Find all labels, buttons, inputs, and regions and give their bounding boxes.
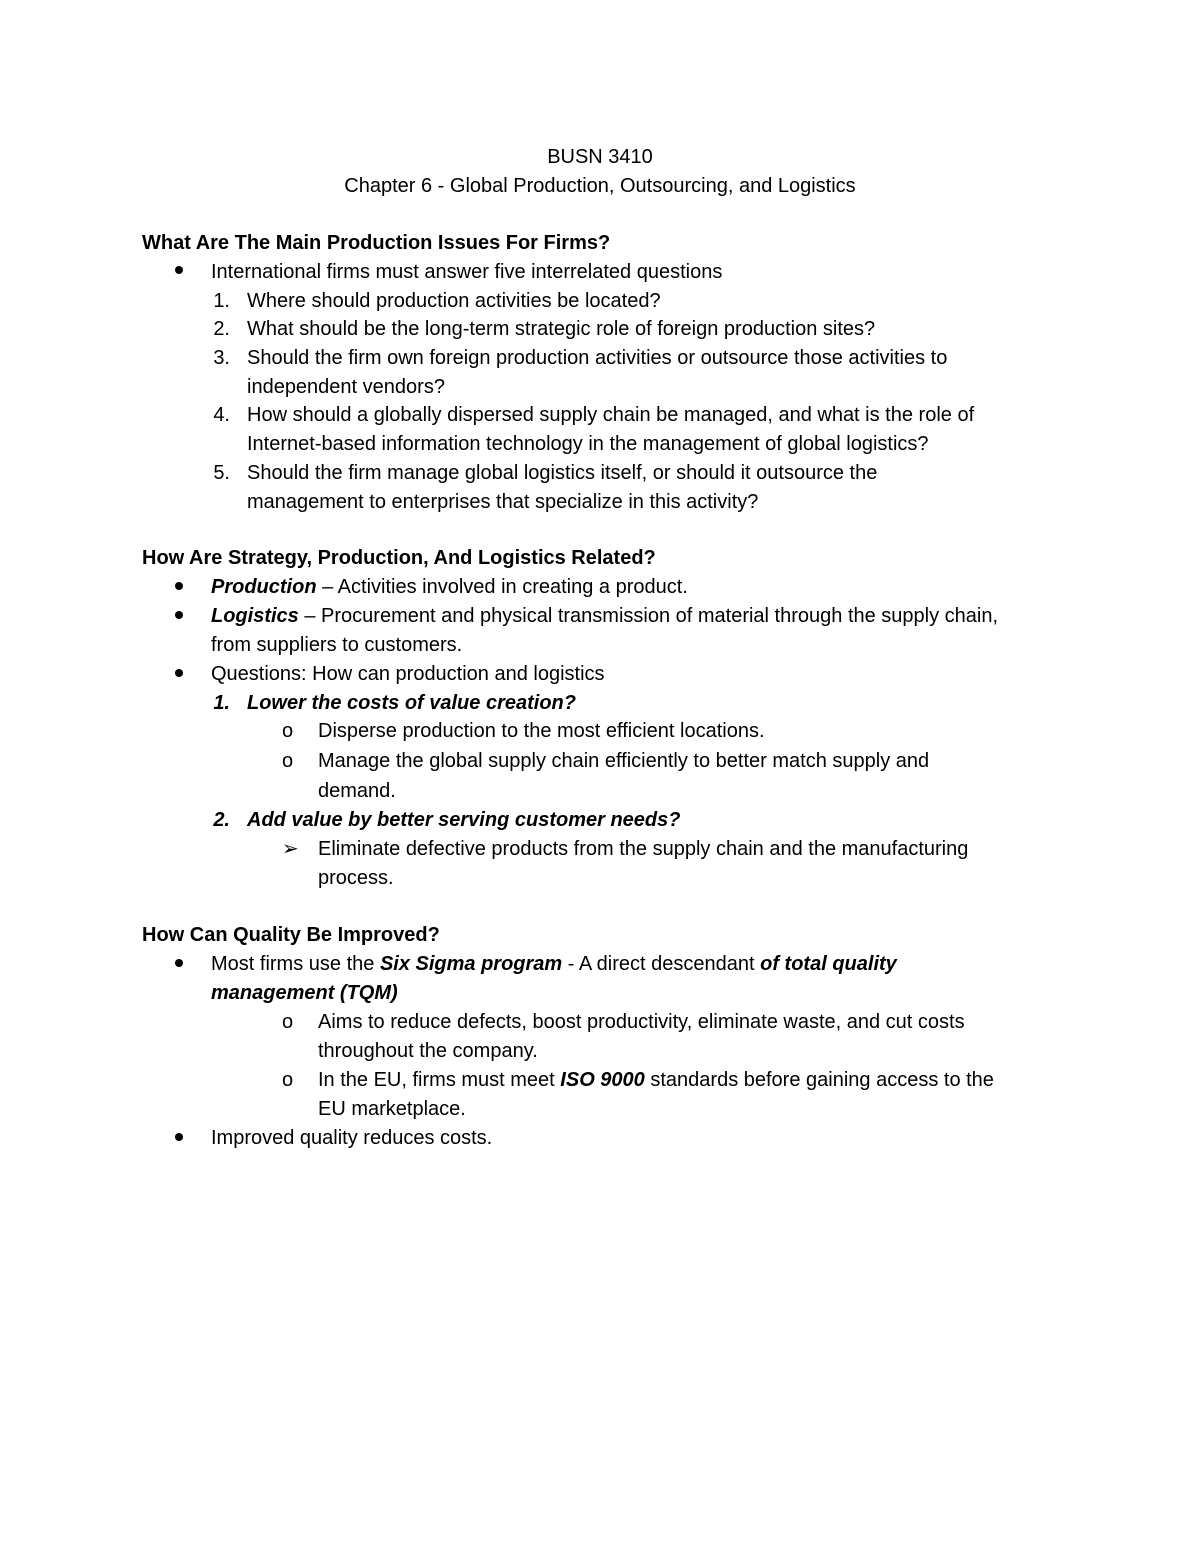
list-number: 1. (213, 692, 230, 714)
term-logistics: Logistics (211, 605, 299, 627)
list-item: Questions: How can production and logistics (211, 663, 605, 685)
definition-production: – Activities involved in creating a product. (316, 576, 688, 598)
bullet-icon (175, 611, 183, 619)
chapter-title: Chapter 6 - Global Production, Outsourcing, and Logistics (344, 175, 856, 197)
list-item: Eliminate defective products from the supply chain and the manufacturing (318, 838, 969, 860)
list-item: Disperse production to the most efficient locations. (318, 720, 765, 742)
list-item: International firms must answer five interrelated questions (211, 261, 723, 283)
term-tqm: of total quality (760, 953, 897, 975)
list-number: 3. (213, 347, 230, 369)
term-iso-9000: ISO 9000 (560, 1069, 645, 1091)
text-run: Most firms use the (211, 953, 380, 975)
bullet-icon (175, 266, 183, 274)
bullet-icon (175, 669, 183, 677)
list-item: Add value by better serving customer needs? (247, 809, 681, 831)
list-item: Aims to reduce defects, boost productivity, eliminate waste, and cut costs (318, 1011, 965, 1033)
section-heading-production-issues: What Are The Main Production Issues For Firms? (142, 232, 611, 254)
list-item: Where should production activities be located? (247, 290, 661, 312)
list-item-continued: management to enterprises that specialize in this activity? (247, 491, 759, 513)
course-code: BUSN 3410 (547, 146, 653, 168)
section-heading-strategy-logistics: How Are Strategy, Production, And Logistics Related? (142, 547, 656, 569)
list-item-continued: demand. (318, 780, 396, 802)
text-run: - A direct descendant (562, 953, 761, 975)
list-item-six-sigma (211, 950, 897, 979)
list-item-continued: independent vendors? (247, 376, 445, 398)
list-number: 2. (213, 809, 230, 831)
list-item: Improved quality reduces costs. (211, 1127, 493, 1149)
list-item-continued: throughout the company. (318, 1040, 538, 1062)
section-heading-quality: How Can Quality Be Improved? (142, 924, 440, 946)
list-item-continued: management (TQM) (211, 982, 398, 1004)
term-six-sigma: Six Sigma program (379, 953, 563, 975)
list-item-continued: process. (318, 867, 394, 889)
circle-bullet-icon: o (282, 720, 294, 742)
list-item-iso (318, 1066, 994, 1095)
bullet-icon (175, 582, 183, 590)
list-item-logistics (211, 602, 998, 631)
list-item-continued: Internet-based information technology in the management of global logistics? (247, 433, 929, 455)
list-item: Should the firm own foreign production activities or outsource those activities to (247, 347, 948, 369)
list-number: 2. (213, 318, 230, 340)
list-item: Should the firm manage global logistics itself, or should it outsource the (247, 462, 878, 484)
list-item-continued: from suppliers to customers. (211, 634, 463, 656)
list-number: 1. (213, 290, 230, 312)
list-number: 5. (213, 462, 230, 484)
list-item-production (211, 573, 688, 602)
arrow-bullet-icon: ➢ (282, 838, 299, 860)
definition-logistics: – Procurement and physical transmission of material through the supply chain, (298, 605, 999, 627)
text-run: In the EU, firms must meet (318, 1069, 561, 1091)
circle-bullet-icon: o (282, 750, 294, 772)
list-item: Manage the global supply chain efficiently to better match supply and (318, 750, 930, 772)
text-run: standards before gaining access to the (644, 1069, 994, 1091)
bullet-icon (175, 1133, 183, 1141)
list-item: Lower the costs of value creation? (247, 692, 576, 714)
circle-bullet-icon: o (282, 1069, 294, 1091)
circle-bullet-icon: o (282, 1011, 294, 1033)
list-item: What should be the long-term strategic role of foreign production sites? (247, 318, 876, 340)
term-production: Production (211, 576, 317, 598)
list-number: 4. (213, 404, 230, 426)
list-item-continued: EU marketplace. (318, 1098, 466, 1120)
bullet-icon (175, 959, 183, 967)
list-item: How should a globally dispersed supply chain be managed, and what is the role of (247, 404, 975, 426)
